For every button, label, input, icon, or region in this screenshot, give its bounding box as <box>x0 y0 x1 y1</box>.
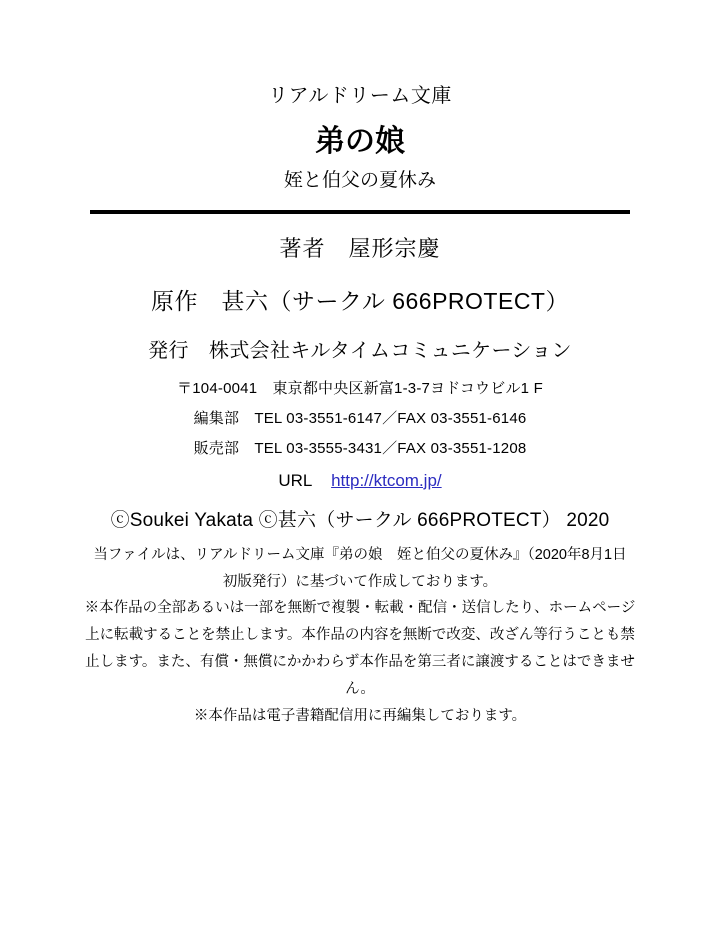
original-work-line: 原作 甚六（サークル 666PROTECT） <box>151 287 569 314</box>
horizontal-divider <box>90 210 630 214</box>
editorial-phone-line: 編集部 TEL 03-3551-6147／FAX 03-3551-6146 <box>193 409 527 427</box>
website-row <box>44 471 676 491</box>
sales-phone-line: 販売部 TEL 03-3555-3431／FAX 03-3551-1208 <box>193 439 527 457</box>
copyright-line: ⓒSoukei Yakata ⓒ甚六（サークル 666PROTECT） 2020 <box>110 509 610 531</box>
author-line: 著者 屋形宗慶 <box>279 235 441 261</box>
book-subtitle: 姪と伯父の夏休み <box>283 170 436 191</box>
note-restrictions: ※本作品の全部あるいは一部を無断で複製・転載・配信・送信したり、ホームページ上に転載することを禁止します。本作品の内容を無断で改変、改ざん等行うことも禁止します。また、有償・無償にかかわらず本作品を第三者に譲渡することはできません。 <box>84 600 636 697</box>
url-label: URL <box>278 470 313 490</box>
imprint-label: リアルドリーム文庫 <box>268 85 452 107</box>
publisher-line: 発行 株式会社キルタイムコミュニケーション <box>148 339 572 362</box>
note-source: 当ファイルは、リアルドリーム文庫『弟の娘 姪と伯父の夏休み』（2020年8月1日 初版発行）に基づいて作成しております。 <box>93 546 642 590</box>
address-line: 〒104-0041 東京都中央区新富1-3-7ヨドコウビル1 F <box>177 379 543 397</box>
legal-notes <box>44 542 676 730</box>
note-reedit: ※本作品は電子書籍配信用に再編集しております。 <box>193 707 527 724</box>
book-title: 弟の娘 <box>315 125 405 158</box>
publisher-website-link[interactable]: http://ktcom.jp/ <box>331 470 442 490</box>
